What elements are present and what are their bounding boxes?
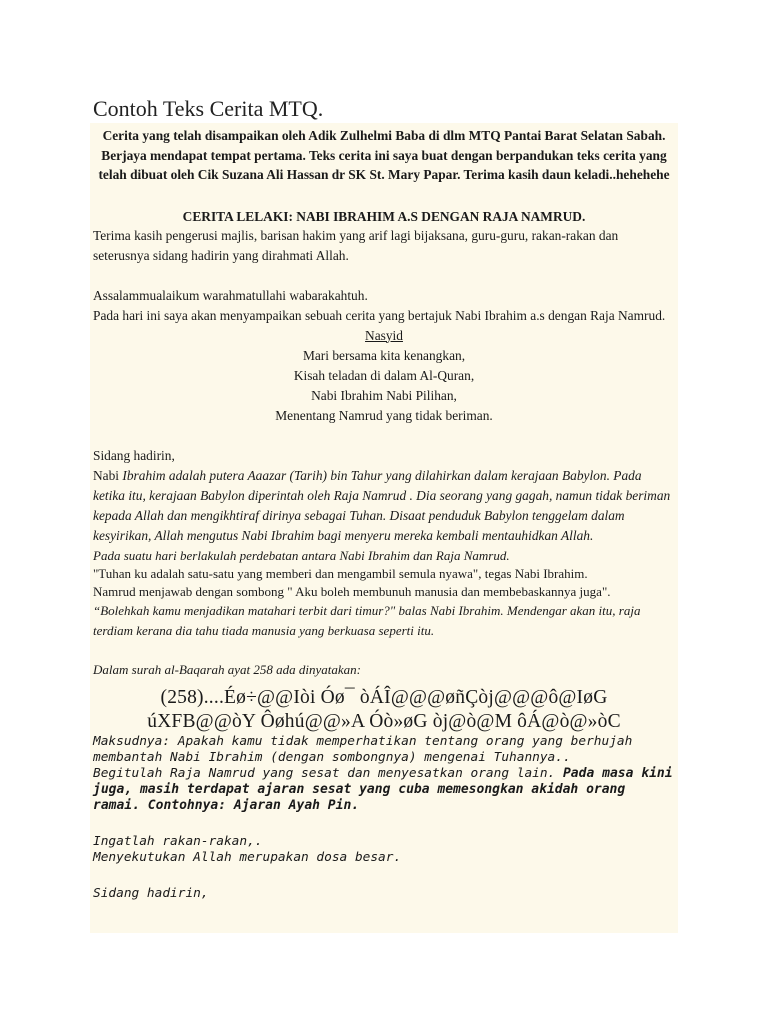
nasyid-line: Nabi Ibrahim Nabi Pilihan, [311,387,457,403]
greeting-paragraph: Terima kasih pengerusi majlis, barisan hakim yang arif lagi bijaksana, guru-guru, rakan-rakan dan seterusnya sidang hadirin yang dirahmati Allah. [93,227,619,263]
nasyid-heading: Nasyid [365,327,403,343]
bold-emphasis: Pada masa kini juga, masih terdapat ajaran sesat yang cuba memesongkan akidah orang ramai. Contohnya: Ajaran Ayah Pin. [93,765,673,813]
spacer [93,866,675,886]
menyekutukan-line: Menyekutukan Allah merupakan dosa besar. [93,849,402,865]
arabic-verse-line: (258)....Éø÷@@Iòi Óø¯ òÁÎ@@@øñÇòj@@@ô@IøG [160,686,608,708]
quote-1: "Tuhan ku adalah satu-satu yang memberi dan mengambil semula nyawa", tegas Nabi Ibrahim. [93,566,588,581]
page-title: Contoh Teks Cerita MTQ. [93,96,324,121]
nasyid-line: Mari bersama kita kenangkan, [302,347,466,363]
document-body [90,123,678,933]
arabic-verse-line: úXFB@@òY Ôøhú@@»A Óò»øG òj@ò@M ôÁ@ò@»òC [147,710,621,732]
surah-intro: Dalam surah al-Baqarah ayat 258 ada dinyatakan: [93,662,361,677]
sidang-hadirin-1: Sidang hadirin, [93,447,175,463]
spacer [93,814,675,834]
begitulah-text: Begitulah Raja Namrud yang sesat dan menyesatkan orang lain. [93,765,556,781]
nasyid-line: Menentang Namrud yang tidak beriman. [275,407,493,423]
nasyid-line: Kisah teladan di dalam Al-Quran, [293,367,475,383]
maksudnya-paragraph: Maksudnya: Apakah kamu tidak memperhatikan tentang orang yang berhujah membantah Nabi Ibrahim (dengan sombongnya) mengenai Tuhannya.. [93,733,633,765]
intro-paragraph: Cerita yang telah disampaikan oleh Adik Zulhelmi Baba di dlm MTQ Pantai Barat Selatan Sabah. Berjaya mendapat tempat pertama. Teks cerita ini saya buat dengan berpandukan teks cerita yang telah dibuat oleh Cik Suzana Ali Hassan dr SK St. Mary Papar. Terima kasih daun keladi..hehehehe [98,128,670,182]
spacer [93,426,675,446]
para-1-prefix: Nabi [93,467,123,483]
quote-3: “Bolehkah kamu menjadikan matahari terbit dari timur?" balas Nabi Ibrahim. Mendengar akan itu, raja terdiam kerana dia tahu tiada manusia yang berkuasa seperti itu. [93,603,641,638]
quote-2: Namrud menjawab dengan sombong " Aku boleh membunuh manusia dan membebaskannya juga". [93,584,611,599]
para-1 [93,466,675,546]
para-1-italic: Ibrahim adalah putera Aaazar (Tarih) bin Tahur yang dilahirkan dalam kerajaan Babylon. Pada ketika itu, kerajaan Babylon diperintah oleh Raja Namrud . Dia seorang yang gagah, namun tidak beriman kepada Allah dan mengikhtiraf dirinya sebagai Tuhan. Disaat penduduk Babylon tenggelam dalam kesyirikan, Allah mengutus Nabi Ibrahim bagi menyeru mereka kembali mentauhidkan Allah. [93,467,671,543]
begitulah-paragraph [93,766,675,814]
salam-line: Assalammualaikum warahmatullahi wabarakahtuh. [93,287,368,303]
sidang-hadirin-2: Sidang hadirin, [93,885,209,901]
para-2: Pada suatu hari berlakulah perdebatan antara Nabi Ibrahim dan Raja Namrud. [93,547,510,563]
spacer [93,640,675,660]
ingatlah-line: Ingatlah rakan-rakan,. [93,833,263,849]
spacer [93,266,675,286]
opening-paragraph: Pada hari ini saya akan menyampaikan sebuah cerita yang bertajuk Nabi Ibrahim a.s dengan Raja Namrud. [93,307,666,323]
story-title: CERITA LELAKI: NABI IBRAHIM A.S DENGAN RAJA NAMRUD. [182,208,586,224]
